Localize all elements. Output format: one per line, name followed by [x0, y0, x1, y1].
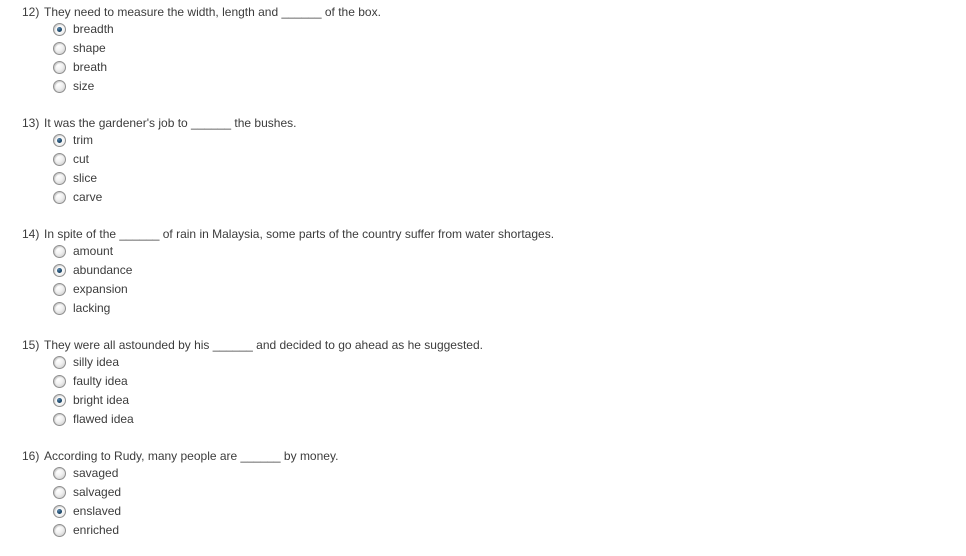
question-text: They were all astounded by his ______ and decided to go ahead as he suggested. — [44, 338, 483, 352]
option-row[interactable] — [53, 483, 966, 502]
radio-button-icon[interactable] — [53, 467, 66, 480]
question-text: They need to measure the width, length and ______ of the box. — [44, 5, 381, 19]
question-number: 15) — [22, 338, 40, 352]
option-label: breath — [73, 60, 108, 74]
radio-button-icon[interactable] — [53, 134, 66, 147]
option-label: trim — [73, 133, 93, 147]
question-block — [22, 226, 966, 318]
option-row[interactable] — [53, 280, 966, 299]
options-group — [53, 353, 966, 429]
radio-button-icon[interactable] — [53, 413, 66, 426]
option-row[interactable] — [53, 502, 966, 521]
question-block — [22, 115, 966, 207]
option-label: carve — [73, 190, 103, 204]
radio-button-icon[interactable] — [53, 191, 66, 204]
option-label: faulty idea — [73, 374, 128, 388]
radio-button-icon[interactable] — [53, 356, 66, 369]
radio-button-icon[interactable] — [53, 505, 66, 518]
option-row[interactable] — [53, 39, 966, 58]
option-row[interactable] — [53, 58, 966, 77]
option-row[interactable] — [53, 521, 966, 540]
radio-button-icon[interactable] — [53, 172, 66, 185]
option-label: breadth — [73, 22, 114, 36]
option-label: size — [73, 79, 95, 93]
radio-button-icon[interactable] — [53, 80, 66, 93]
option-row[interactable] — [53, 410, 966, 429]
radio-button-icon[interactable] — [53, 42, 66, 55]
option-label: enriched — [73, 523, 120, 537]
option-row[interactable] — [53, 150, 966, 169]
radio-button-icon[interactable] — [53, 153, 66, 166]
option-label: cut — [73, 152, 90, 166]
option-row[interactable] — [53, 131, 966, 150]
question-text: In spite of the ______ of rain in Malaysia, some parts of the country suffer from water shortages. — [44, 227, 555, 241]
options-group — [53, 242, 966, 318]
radio-button-icon[interactable] — [53, 524, 66, 537]
radio-button-icon[interactable] — [53, 394, 66, 407]
option-row[interactable] — [53, 391, 966, 410]
radio-button-icon[interactable] — [53, 283, 66, 296]
question-number: 13) — [22, 116, 40, 130]
option-label: amount — [73, 244, 114, 258]
question-line — [22, 448, 966, 464]
option-row[interactable] — [53, 242, 966, 261]
option-label: salvaged — [73, 485, 122, 499]
option-label: flawed idea — [73, 412, 134, 426]
option-label: savaged — [73, 466, 119, 480]
option-row[interactable] — [53, 188, 966, 207]
option-label: expansion — [73, 282, 128, 296]
option-row[interactable] — [53, 353, 966, 372]
question-number: 16) — [22, 449, 40, 463]
options-group — [53, 20, 966, 96]
options-group — [53, 131, 966, 207]
question-number: 12) — [22, 5, 40, 19]
option-row[interactable] — [53, 169, 966, 188]
option-row[interactable] — [53, 261, 966, 280]
option-label: abundance — [73, 263, 133, 277]
question-text: It was the gardener's job to ______ the bushes. — [44, 116, 297, 130]
option-label: lacking — [73, 301, 111, 315]
question-number: 14) — [22, 227, 40, 241]
radio-button-icon[interactable] — [53, 302, 66, 315]
question-text: According to Rudy, many people are ______ by money. — [44, 449, 339, 463]
radio-button-icon[interactable] — [53, 375, 66, 388]
question-line — [22, 226, 966, 242]
option-label: shape — [73, 41, 106, 55]
quiz-container — [0, 4, 966, 540]
question-line — [22, 337, 966, 353]
option-row[interactable] — [53, 77, 966, 96]
question-block — [22, 337, 966, 429]
radio-button-icon[interactable] — [53, 61, 66, 74]
radio-button-icon[interactable] — [53, 264, 66, 277]
option-label: enslaved — [73, 504, 122, 518]
option-label: bright idea — [73, 393, 130, 407]
option-row[interactable] — [53, 20, 966, 39]
question-block — [22, 448, 966, 540]
options-group — [53, 464, 966, 540]
question-line — [22, 4, 966, 20]
radio-button-icon[interactable] — [53, 23, 66, 36]
radio-button-icon[interactable] — [53, 486, 66, 499]
question-block — [22, 4, 966, 96]
option-row[interactable] — [53, 299, 966, 318]
option-row[interactable] — [53, 464, 966, 483]
radio-button-icon[interactable] — [53, 245, 66, 258]
option-label: silly idea — [73, 355, 120, 369]
option-row[interactable] — [53, 372, 966, 391]
question-line — [22, 115, 966, 131]
option-label: slice — [73, 171, 98, 185]
